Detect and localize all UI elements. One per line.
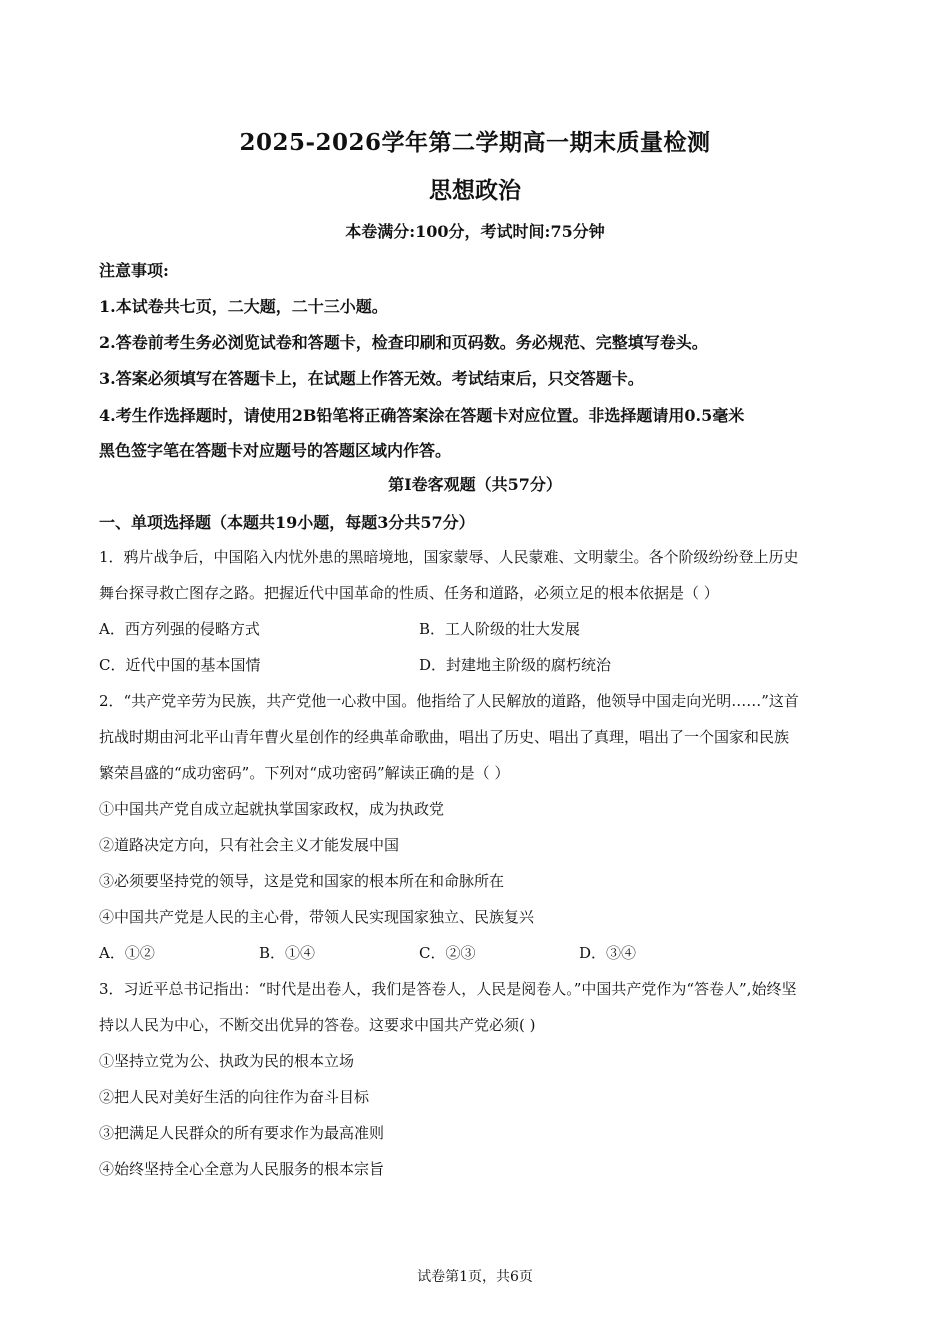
q3-statement: ①坚持立党为公、执政为民的根本立场 xyxy=(99,1052,355,1070)
q1-option-b: B．工人阶级的壮大发展 xyxy=(419,620,581,638)
q1-option-a: A．西方列强的侵略方式 xyxy=(99,620,260,638)
q2-statement: ①中国共产党自成立起就执掌国家政权，成为执政党 xyxy=(99,800,445,818)
question-3-stem: 持以人民为中心，不断交出优异的答卷。这要求中国共产党必须( ) xyxy=(99,1016,536,1034)
q2-option-d: D．③④ xyxy=(579,944,637,962)
section-heading: 一、单项选择题（本题共19小题，每题3分共57分） xyxy=(99,513,475,532)
q1-option-c: C．近代中国的基本国情 xyxy=(99,656,261,674)
note-item: 4.考生作选择题时，请使用2B铅笔将正确答案涂在答题卡对应位置。非选择题请用0.5毫米 xyxy=(99,406,745,425)
question-2-stem: 抗战时期由河北平山青年曹火星创作的经典革命歌曲，唱出了历史、唱出了真理，唱出了一个国家和民族 xyxy=(99,728,790,746)
notes-heading: 注意事项: xyxy=(99,261,169,280)
q2-statement: ④中国共产党是人民的主心骨，带领人民实现国家独立、民族复兴 xyxy=(99,908,535,926)
q2-option-a: A．①② xyxy=(99,944,155,962)
q2-statement: ②道路决定方向，只有社会主义才能发展中国 xyxy=(99,836,400,854)
q2-option-b: B．①④ xyxy=(259,944,316,962)
q2-option-c: C．②③ xyxy=(419,944,476,962)
exam-title: 2025-2026学年第二学期高一期末质量检测 xyxy=(239,129,711,156)
q2-statement: ③必须要坚持党的领导，这是党和国家的根本所在和命脉所在 xyxy=(99,872,505,890)
note-item: 1.本试卷共七页，二大题，二十三小题。 xyxy=(99,297,388,316)
note-item: 黑色签字笔在答题卡对应题号的答题区域内作答。 xyxy=(99,441,452,460)
score-time-info: 本卷满分:100分，考试时间:75分钟 xyxy=(345,222,605,241)
q3-statement: ②把人民对美好生活的向往作为奋斗目标 xyxy=(99,1088,370,1106)
question-2-stem: 2．“共产党辛劳为民族，共产党他一心救中国。他指给了人民解放的道路，他领导中国走向光明……”这首 xyxy=(99,692,799,710)
question-2-stem: 繁荣昌盛的“成功密码”。下列对“成功密码”解读正确的是（ ） xyxy=(99,764,510,782)
q3-statement: ④始终坚持全心全意为人民服务的根本宗旨 xyxy=(99,1160,385,1178)
question-3-stem: 3．习近平总书记指出：“时代是出卷人，我们是答卷人，人民是阅卷人。”中国共产党作为“答卷人”,始终坚 xyxy=(99,980,797,998)
part-heading: 第I卷客观题（共57分） xyxy=(388,475,562,494)
q3-statement: ③把满足人民群众的所有要求作为最高准则 xyxy=(99,1124,385,1142)
question-1-stem: 1．鸦片战争后，中国陷入内忧外患的黑暗境地，国家蒙辱、人民蒙难、文明蒙尘。各个阶级纷纷登上历史 xyxy=(99,548,799,566)
note-item: 2.答卷前考生务必浏览试卷和答题卡，检查印刷和页码数。务必规范、完整填写卷头。 xyxy=(99,333,708,352)
subject-title: 思想政治 xyxy=(429,177,521,204)
note-item: 3.答案必须填写在答题卡上，在试题上作答无效。考试结束后，只交答题卡。 xyxy=(99,369,644,388)
question-1-stem: 舞台探寻救亡图存之路。把握近代中国革命的性质、任务和道路，必须立足的根本依据是（ ） xyxy=(99,584,719,602)
page-footer: 试卷第1页，共6页 xyxy=(417,1269,533,1285)
q1-option-d: D．封建地主阶级的腐朽统治 xyxy=(419,656,612,674)
